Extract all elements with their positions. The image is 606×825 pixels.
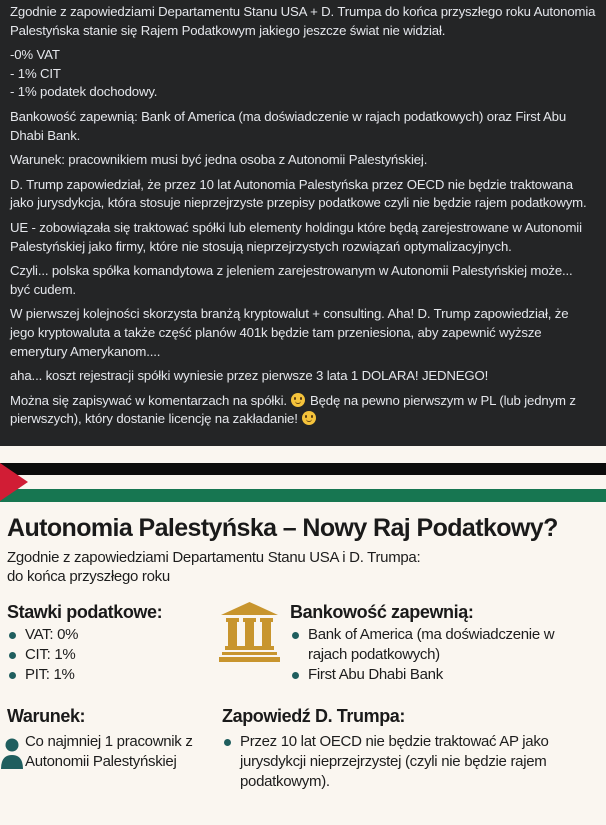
condition-text: Co najmniej 1 pracownik z Autonomii Palestyńskiej [25, 733, 193, 770]
post-paragraph-banking: Bankowość zapewnią: Bank of America (ma doświadczenie w rajach podatkowych) oraz First Abu Dhabi Bank. [10, 108, 567, 143]
bank-item: Bank of America (ma doświadczenie w rajach podatkowych) [290, 625, 580, 665]
trump-item: Przez 10 lat OECD nie będzie traktować AP jako jurysdykcji nieprzejrzystej (czyli nie będzie rajem podatkowym). [222, 732, 552, 792]
post-paragraph-intro: Zgodnie z zapowiedziami Departamentu Stanu USA + D. Trumpa do końca przyszłego roku Autonomia Palestyńska stanie się Rajem Podatkowym jakiego jeszcze świat nie widział. [10, 4, 596, 38]
tax-rates-list [7, 625, 162, 685]
infographic-subtitle [7, 548, 420, 586]
signup-text-1: Można się zapisywać w komentarzach na spółki. [10, 392, 287, 408]
person-icon [0, 738, 24, 770]
post-paragraph-eu: UE - zobowiązała się traktować spółki lub elementy holdingu które będą zarejestrowane w Autonomii Palestyńskiej jako firmy, które nie stosują nieprzejrzystych rozwiązań optymalizacyjnych. [10, 219, 582, 254]
subtitle-line-2: do końca przyszłego roku [7, 568, 170, 585]
post-paragraph-cost: aha... koszt rejestracji spółki wyniesie przez pierwsze 3 lata 1 DOLARA! JEDNEGO! [10, 368, 489, 384]
banking-section [290, 602, 580, 685]
tax-rate-item: VAT: 0% [7, 625, 162, 645]
bank-item: First Abu Dhabi Bank [290, 665, 580, 685]
trump-announcement-section [222, 706, 592, 792]
post-paragraph-conclusion: Czyli... polska spółka komandytowa z jeleniem zarejestrowanym w Autonomii Palestyńskiej może... być cudem. [10, 263, 573, 297]
post-paragraph-oecd: D. Trump zapowiedział, że przez 10 lat Autonomia Palestyńska przez OECD nie będzie traktowana jako jurysdykcja, która stosuje nieprzejrzyste przepisy podatkowe czyli nie będzie rajem podatkowym. [10, 176, 587, 211]
condition-body [7, 732, 215, 772]
flag-stripe-black [0, 463, 606, 475]
flag-stripe-white [0, 475, 606, 488]
post-rate-cit: - 1% CIT [10, 65, 61, 81]
signup-text-2: Będę na pewno pierwszym w PL (lub jednym z pierwszych), który dostanie licencję na zakładanie! [10, 392, 576, 427]
tax-rates-section [7, 602, 162, 685]
post-rate-income: - 1% podatek dochodowy. [10, 84, 158, 100]
banking-list [290, 625, 580, 685]
palestinian-flag-banner [0, 463, 606, 503]
tax-rate-item: PIT: 1% [7, 665, 162, 685]
subtitle-line-1: Zgodnie z zapowiedziami Departamentu Stanu USA i D. Trumpa: [7, 549, 421, 566]
post-paragraph-condition: Warunek: pracownikiem musi być jedna osoba z Autonomii Palestyńskiej. [10, 152, 428, 168]
condition-section [7, 706, 215, 772]
infographic-image [0, 446, 606, 825]
trump-heading: Zapowiedź D. Trumpa: [222, 706, 406, 726]
smiley-emoji-icon [291, 393, 305, 407]
condition-heading: Warunek: [7, 706, 86, 726]
smiley-emoji-icon [302, 411, 316, 425]
tax-rates-heading: Stawki podatkowe: [7, 602, 163, 622]
post-rate-vat: -0% VAT [10, 47, 60, 63]
banking-heading: Bankowość zapewnią: [290, 602, 474, 622]
tax-rate-item: CIT: 1% [7, 645, 162, 665]
infographic-title: Autonomia Palestyńska – Nowy Raj Podatkowy? [7, 514, 558, 542]
post-paragraph-rates [10, 46, 596, 102]
flag-red-triangle [0, 463, 28, 501]
trump-list [222, 732, 552, 792]
flag-stripe-green [0, 489, 606, 502]
post-paragraph-crypto: W pierwszej kolejności skorzysta branżą kryptowalut + consulting. Aha! D. Trump zapowiedział, że jego kryptowaluta a także część planów 401k będzie tam przeniesiona, aby zapewnić wyższe emerytury Amerykanom.... [10, 306, 569, 359]
post-paragraph-signup [10, 392, 596, 429]
bank-icon [219, 601, 280, 662]
